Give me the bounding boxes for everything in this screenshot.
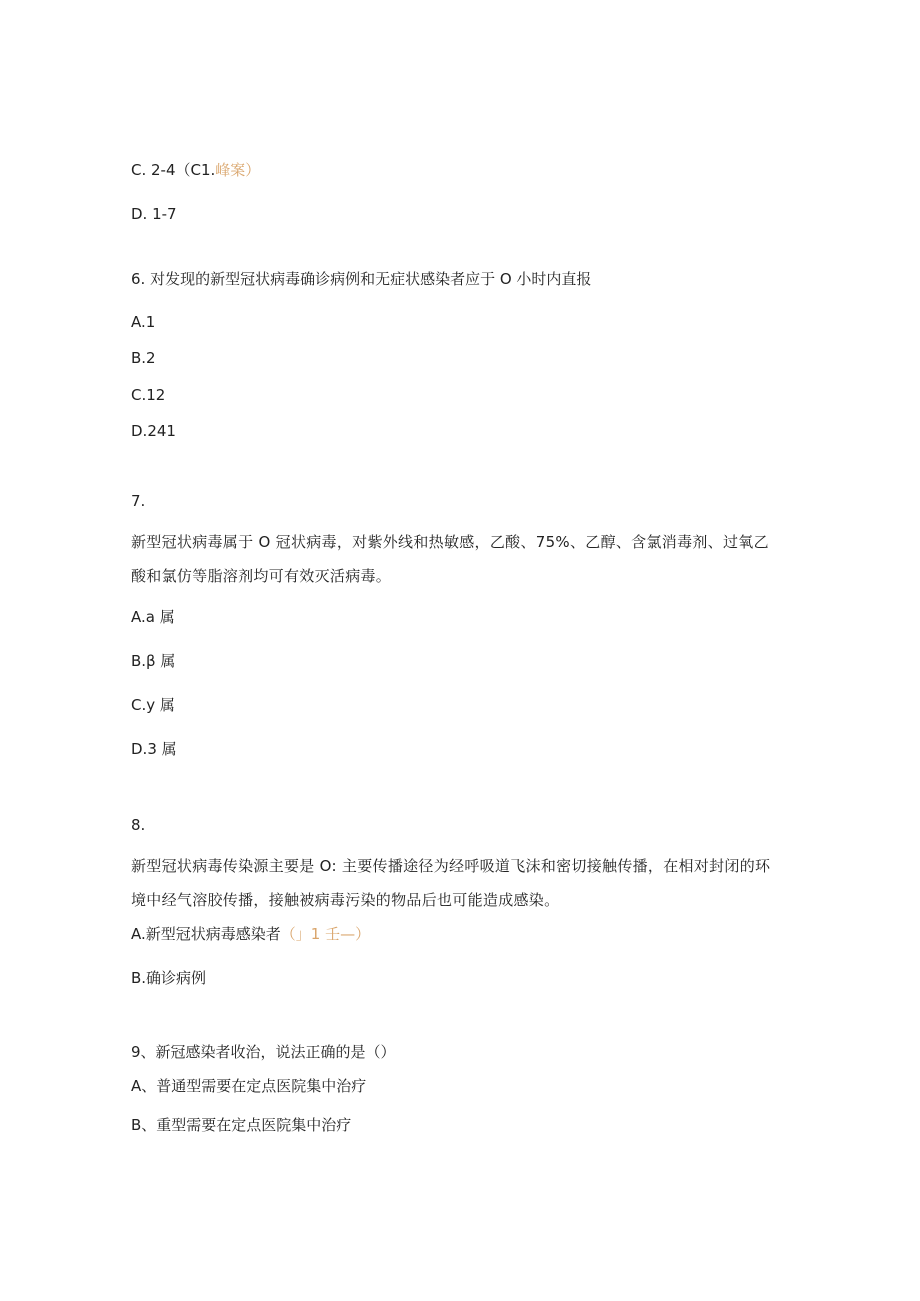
question-6-option-c: C.12	[131, 386, 166, 404]
question-9-stem: 9、新冠感染者收治，说法正确的是（）	[131, 1043, 396, 1061]
question-7-option-d: D.3 属	[131, 740, 177, 758]
answer-mark: （」1 壬—）	[280, 925, 371, 943]
question-8-option-b: B.确诊病例	[131, 969, 207, 987]
option-d-previous: D. 1-7	[131, 205, 177, 223]
answer-mark: 峰案）	[215, 161, 261, 179]
question-6-option-b: B.2	[131, 349, 156, 367]
question-7-option-a: A.a 属	[131, 608, 175, 626]
question-7-option-b: B.β 属	[131, 652, 176, 670]
option-c-text: C. 2-4（C1.	[131, 161, 216, 179]
question-6-stem: 6. 对发现的新型冠状病毒确诊病例和无症状感染者应于 O 小时内直报	[131, 270, 592, 288]
question-8-stem: 新型冠状病毒传染源主要是 O: 主要传播途径为经呼吸道飞沫和密切接触传播，在相对封闭的环境中经气溶胶传播，接触被病毒污染的物品后也可能造成感染。	[131, 857, 771, 909]
question-9-option-a: A、普通型需要在定点医院集中治疗	[131, 1077, 367, 1095]
question-9-option-b: B、重型需要在定点医院集中治疗	[131, 1116, 352, 1134]
question-7-number: 7.	[131, 492, 146, 510]
question-7-option-c: C.y 属	[131, 696, 175, 714]
question-8-number: 8.	[131, 816, 146, 834]
question-6-option-d: D.241	[131, 422, 176, 440]
option-c-previous	[131, 160, 260, 180]
question-7-stem: 新型冠状病毒属于 O 冠状病毒，对紫外线和热敏感，乙酸、75%、乙醇、含氯消毒剂、过氧乙酸和氯仿等脂溶剂均可有效灭活病毒。	[131, 533, 769, 585]
question-6-option-a: A.1	[131, 313, 156, 331]
question-8-option-a-text: A.新型冠状病毒感染者	[131, 925, 281, 943]
question-8-option-a	[131, 924, 370, 944]
